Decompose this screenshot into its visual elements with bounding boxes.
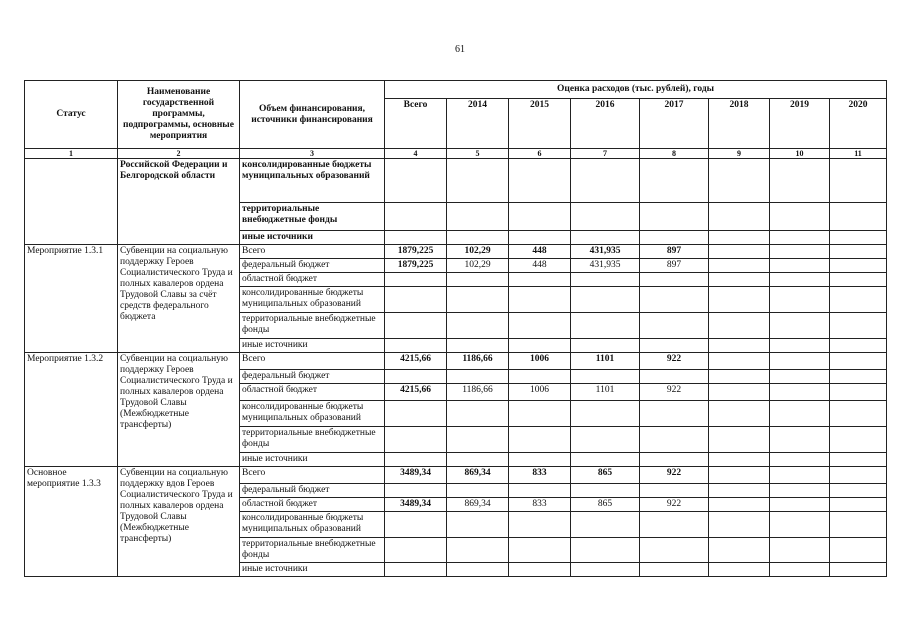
status-cell: Мероприятие 1.3.2 — [25, 353, 118, 467]
value-cell: 3489,34 — [385, 467, 447, 484]
value-cell: 865 — [571, 498, 640, 512]
header-estimate: Оценка расходов (тыс. рублей), годы — [385, 81, 887, 99]
value-cell: 3489,34 — [385, 498, 447, 512]
value-cell: 897 — [640, 245, 709, 259]
value-cell: 1101 — [571, 384, 640, 401]
source-label: территориальные внебюджетные фонды — [240, 313, 385, 339]
value-cell: 448 — [509, 245, 571, 259]
source-label: иные источники — [240, 231, 385, 245]
value-cell: 922 — [640, 384, 709, 401]
value-cell: 1006 — [509, 384, 571, 401]
source-label: консолидированные бюджеты муниципальных образований — [240, 287, 385, 313]
source-label: территориальные внебюджетные фонды — [240, 203, 385, 231]
program-name: Субвенции на социальную поддержку Героев Социалистического Труда и полных кавалеров ордена Трудовой Славы за счёт средств федерального бюджета — [118, 245, 240, 353]
source-label: федеральный бюджет — [240, 370, 385, 384]
source-label: консолидированные бюджеты муниципальных образований — [240, 159, 385, 203]
col-index: 10 — [770, 149, 830, 159]
source-label: иные источники — [240, 339, 385, 353]
header-col-2018: 2018 — [709, 99, 770, 149]
value-cell: 1006 — [509, 353, 571, 370]
source-label: федеральный бюджет — [240, 484, 385, 498]
col-index: 2 — [118, 149, 240, 159]
source-label: федеральный бюджет — [240, 259, 385, 273]
source-label: территориальные внебюджетные фонды — [240, 538, 385, 563]
source-label: Всего — [240, 353, 385, 370]
value-cell: 833 — [509, 498, 571, 512]
col-index: 9 — [709, 149, 770, 159]
value-cell: 833 — [509, 467, 571, 484]
source-label: иные источники — [240, 453, 385, 467]
source-label: областной бюджет — [240, 498, 385, 512]
col-index: 5 — [447, 149, 509, 159]
value-cell: 1879,225 — [385, 259, 447, 273]
col-index: 3 — [240, 149, 385, 159]
value-cell: 1186,66 — [447, 353, 509, 370]
source-label: областной бюджет — [240, 384, 385, 401]
financing-table — [24, 80, 887, 577]
status-cell: Основное мероприятие 1.3.3 — [25, 467, 118, 577]
header-col-total: Всего — [385, 99, 447, 149]
value-cell: 4215,66 — [385, 384, 447, 401]
program-name: Субвенции на социальную поддержку вдов Героев Социалистического Труда и полных кавалеров ордена Трудовой Славы (Межбюджетные трансферты) — [118, 467, 240, 577]
source-label: Всего — [240, 245, 385, 259]
source-label: Всего — [240, 467, 385, 484]
header-col-2019: 2019 — [770, 99, 830, 149]
header-col-2014: 2014 — [447, 99, 509, 149]
source-label: консолидированные бюджеты муниципальных образований — [240, 401, 385, 427]
col-index: 7 — [571, 149, 640, 159]
value-cell: 431,935 — [571, 245, 640, 259]
page-number: 61 — [455, 44, 465, 55]
col-index: 11 — [830, 149, 887, 159]
source-label: консолидированные бюджеты муниципальных образований — [240, 512, 385, 538]
col-index: 1 — [25, 149, 118, 159]
value-cell: 922 — [640, 498, 709, 512]
source-label: территориальные внебюджетные фонды — [240, 427, 385, 453]
program-name: Субвенции на социальную поддержку Героев Социалистического Труда и полных кавалеров ордена Трудовой Славы (Межбюджетные трансферты) — [118, 353, 240, 467]
value-cell: 869,34 — [447, 498, 509, 512]
col-index: 4 — [385, 149, 447, 159]
value-cell: 897 — [640, 259, 709, 273]
value-cell: 869,34 — [447, 467, 509, 484]
header-col-2017: 2017 — [640, 99, 709, 149]
value-cell: 1879,225 — [385, 245, 447, 259]
status-cell: Мероприятие 1.3.1 — [25, 245, 118, 353]
value-cell: 102,29 — [447, 245, 509, 259]
source-label: областной бюджет — [240, 273, 385, 287]
value-cell: 102,29 — [447, 259, 509, 273]
value-cell: 431,935 — [571, 259, 640, 273]
value-cell: 1186,66 — [447, 384, 509, 401]
value-cell: 1101 — [571, 353, 640, 370]
header-name: Наименование государственной программы, подпрограммы, основные мероприятия — [118, 81, 240, 149]
header-col-2015: 2015 — [509, 99, 571, 149]
header-source: Объем финансирования, источники финансирования — [240, 81, 385, 149]
value-cell: 4215,66 — [385, 353, 447, 370]
col-index: 8 — [640, 149, 709, 159]
value-cell: 448 — [509, 259, 571, 273]
header-col-2020: 2020 — [830, 99, 887, 149]
value-cell: 922 — [640, 353, 709, 370]
value-cell: 922 — [640, 467, 709, 484]
header-status: Статус — [25, 81, 118, 149]
value-cell: 865 — [571, 467, 640, 484]
source-label: иные источники — [240, 563, 385, 577]
program-name: Российской Федерации и Белгородской области — [118, 159, 240, 245]
col-index: 6 — [509, 149, 571, 159]
header-col-2016: 2016 — [571, 99, 640, 149]
status-cell — [25, 159, 118, 245]
